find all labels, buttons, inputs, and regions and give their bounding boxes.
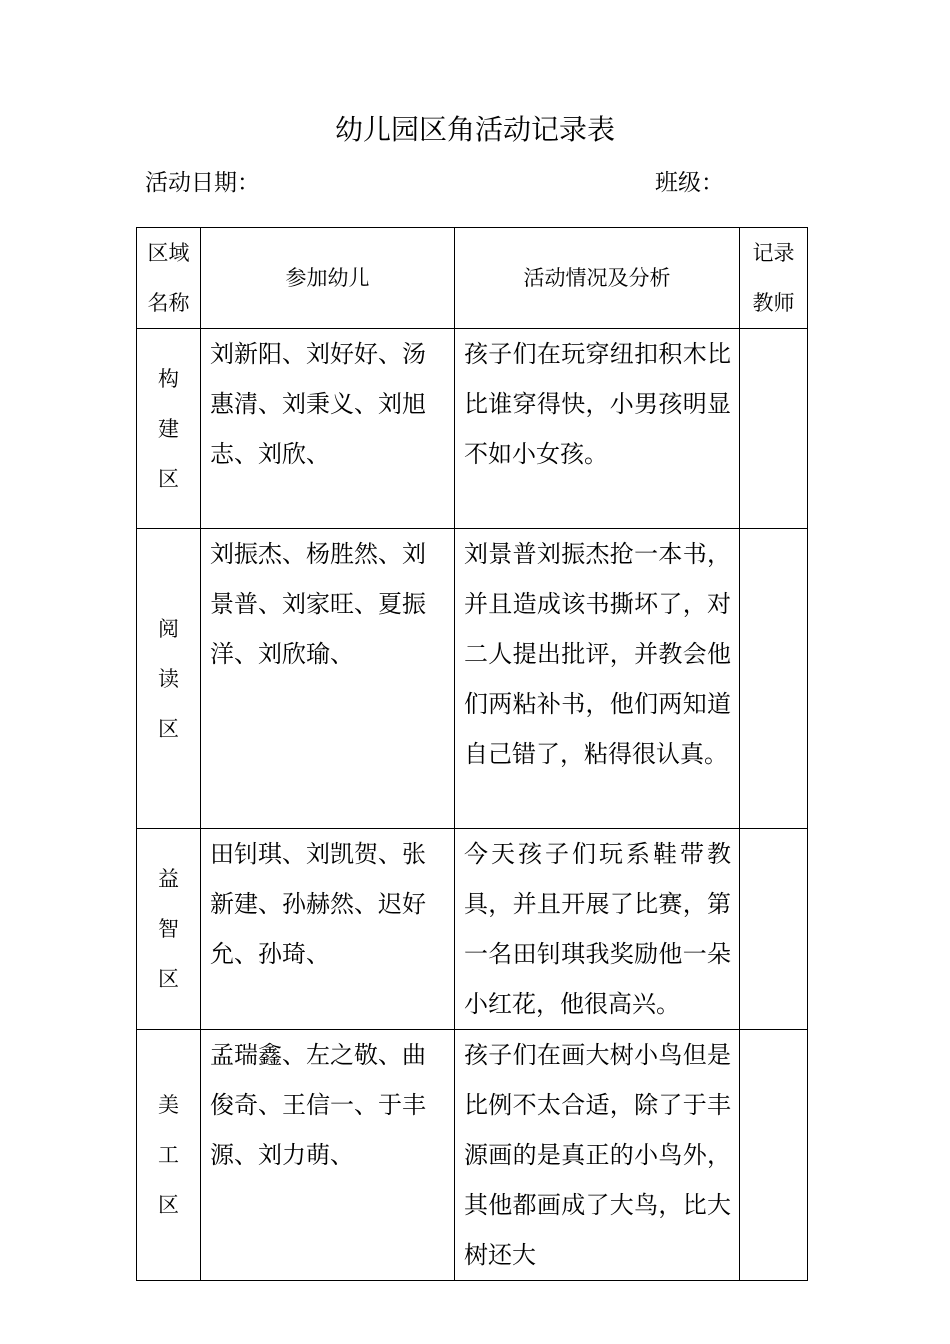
activity-date-label: 活动日期： [145, 170, 260, 196]
table-header-row [137, 228, 808, 329]
header-area-name-text: 区域名称 [147, 241, 190, 315]
area-name-cell [137, 329, 201, 529]
table-row [137, 329, 808, 529]
header-recording-teacher [740, 228, 808, 329]
activity-analysis-cell: 刘景普刘振杰抢一本书，并且造成该书撕坏了，对二人提出批评，并教会他们两粘补书，他们两知道自己错了，粘得很认真。 [455, 529, 740, 829]
area-name-cell [137, 1030, 201, 1281]
class-label: 班级： [655, 170, 724, 196]
header-area-name [137, 228, 201, 329]
activity-record-table [136, 227, 808, 1281]
participants-cell: 田钊琪、刘凯贺、张新建、孙赫然、迟好允、孙琦、 [201, 829, 455, 1030]
activity-analysis-cell: 孩子们在画大树小鸟但是比例不太合适，除了于丰源画的是真正的小鸟外，其他都画成了大鸟，比大树还大 [455, 1030, 740, 1281]
header-participants: 参加幼儿 [201, 228, 455, 329]
recording-teacher-cell [740, 329, 808, 529]
area-name: 阅读区 [158, 616, 179, 741]
area-name: 益智区 [158, 867, 179, 991]
participants-cell: 刘振杰、杨胜然、刘景普、刘家旺、夏振洋、刘欣瑜、 [201, 529, 455, 829]
area-name-cell [137, 529, 201, 829]
area-name-cell [137, 829, 201, 1030]
header-recording-teacher-text: 记录教师 [752, 241, 795, 315]
activity-analysis-cell: 今天孩子们玩系鞋带教具，并且开展了比赛，第一名田钊琪我奖励他一朵小红花，他很高兴。 [455, 829, 740, 1030]
area-name: 构建区 [158, 366, 179, 491]
recording-teacher-cell [740, 529, 808, 829]
activity-analysis-cell: 孩子们在玩穿纽扣积木比比谁穿得快，小男孩明显不如小女孩。 [455, 329, 740, 529]
recording-teacher-cell [740, 1030, 808, 1281]
page-title: 幼儿园区角活动记录表 [334, 113, 615, 146]
participants-cell: 刘新阳、刘好好、汤惠清、刘秉义、刘旭志、刘欣、 [201, 329, 455, 529]
table-row [137, 529, 808, 829]
table-row [137, 1030, 808, 1281]
header-activity-analysis: 活动情况及分析 [455, 228, 740, 329]
participants-cell: 孟瑞鑫、左之敬、曲俊奇、王信一、于丰源、刘力萌、 [201, 1030, 455, 1281]
table-row [137, 829, 808, 1030]
area-name: 美工区 [158, 1093, 179, 1217]
recording-teacher-cell [740, 829, 808, 1030]
